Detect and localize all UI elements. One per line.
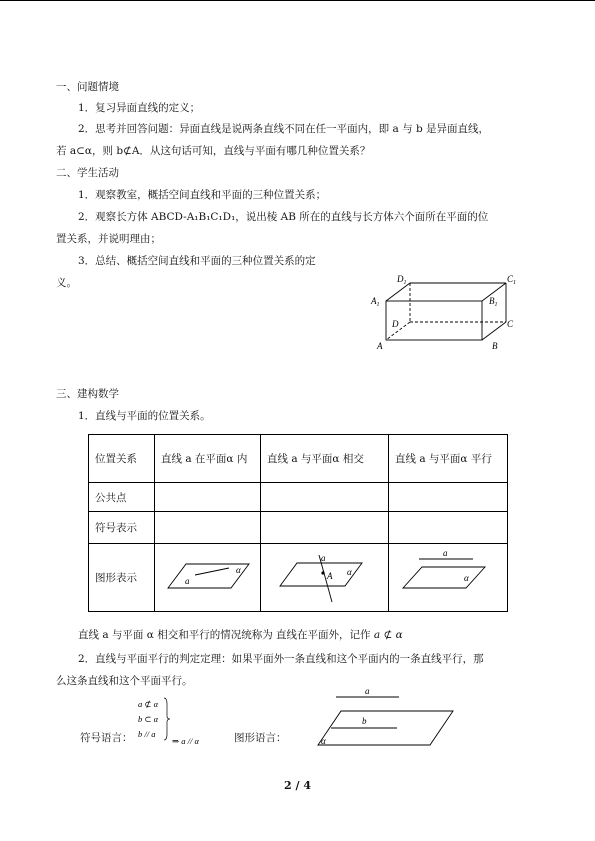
figure-language-label: 图形语言： [234,732,287,744]
header-cell: 直线 a 与平面α 相交 [261,435,389,483]
table-header-row [89,435,508,483]
svg-text:b // a: b // a [138,729,156,739]
s1-item-2-line-2: 若 a⊂α，则 b⊄A．从这句话可知，直线与平面有哪几种位置关系？ [56,145,371,157]
svg-text:a: a [365,686,370,696]
row-label: 图形表示 [89,544,155,612]
label-D: D [392,319,399,329]
page-number: 2 / 4 [284,779,311,792]
svg-text:b ⊂ α: b ⊂ α [138,714,159,724]
svg-text:a: a [443,548,448,558]
table-row [89,512,508,544]
svg-text:α: α [347,567,352,577]
row-label: 公共点 [89,483,155,512]
symbol-language-label: 符号语言： [80,732,133,744]
parallel-plane-figure [310,684,460,749]
header-rule [0,0,595,1]
label-A: A [377,341,383,351]
line-parallel-plane-figure [395,546,501,606]
header-cell: 位置关系 [89,435,155,483]
line-in-plane-figure [161,546,254,606]
figure-cell [261,544,389,612]
figure-cell [155,544,261,612]
summary-line [78,628,403,642]
s2-item-1: 1．观察教室，概括空间直线和平面的三种位置关系； [78,189,327,201]
row-label: 符号表示 [89,512,155,544]
section-3-title: 三、建构数学 [56,388,119,400]
label-B1: $B_1$ [489,296,498,308]
svg-text:a: a [321,553,326,563]
svg-text:a ⊄ α: a ⊄ α [138,699,159,709]
position-relation-table [88,434,508,612]
figure-cell [389,544,508,612]
s3-item-2-line-2: 么这条直线和这个平面平行。 [56,675,193,687]
s2-item-3-line-1: 3．总结、概括空间直线和平面的三种位置关系的定 [78,255,316,267]
header-cell: 直线 a 与平面α 平行 [389,435,508,483]
header-cell: 直线 a 在平面α 内 [155,435,261,483]
summary-formula: a ⊄ α [373,629,403,641]
section-2-title: 二、学生活动 [56,167,119,179]
label-C1: $C_1$ [507,274,517,286]
svg-text:b: b [362,716,367,726]
s1-item-2-line-1: 2．思考并回答问题：异面直线是说两条直线不同在任一平面内，即 a 与 b 是异面直线， [78,123,490,135]
label-A1: $A_1$ [371,296,380,308]
label-C: C [507,319,514,329]
section-1-title: 一、问题情境 [56,81,119,93]
symbol-language-formula [135,694,215,750]
s3-item-1: 1．直线与平面的位置关系。 [78,410,211,422]
svg-text:α: α [464,573,469,583]
summary-text: 直线 a 与平面 α 相交和平行的情况统称为 直线在平面外，记作 [78,629,371,641]
table-row [89,483,508,512]
cuboid-figure [365,270,525,352]
s1-item-1: 1．复习异面直线的定义； [78,102,201,114]
label-B: B [492,341,498,351]
svg-text:A: A [327,571,333,581]
svg-text:α: α [236,565,241,575]
s2-item-2-line-2: 置关系，并说明理由； [56,233,161,245]
s2-item-3-line-2: 义。 [56,277,77,289]
label-D1: $D_1$ [397,274,407,286]
table-row [89,544,508,612]
line-intersect-plane-figure [267,546,382,606]
s2-item-2-line-1: 2．观察长方体 ABCD-A₁B₁C₁D₁，说出棱 AB 所在的直线与长方体六个面所在平面的位 [78,211,489,223]
s3-item-2-line-1: 2．直线与平面平行的判定定理：如果平面外一条直线和这个平面内的一条直线平行，那 [78,653,484,665]
svg-text:a: a [185,576,190,586]
svg-text:⇒ a // α: ⇒ a // α [172,736,199,746]
svg-text:α: α [321,736,326,746]
